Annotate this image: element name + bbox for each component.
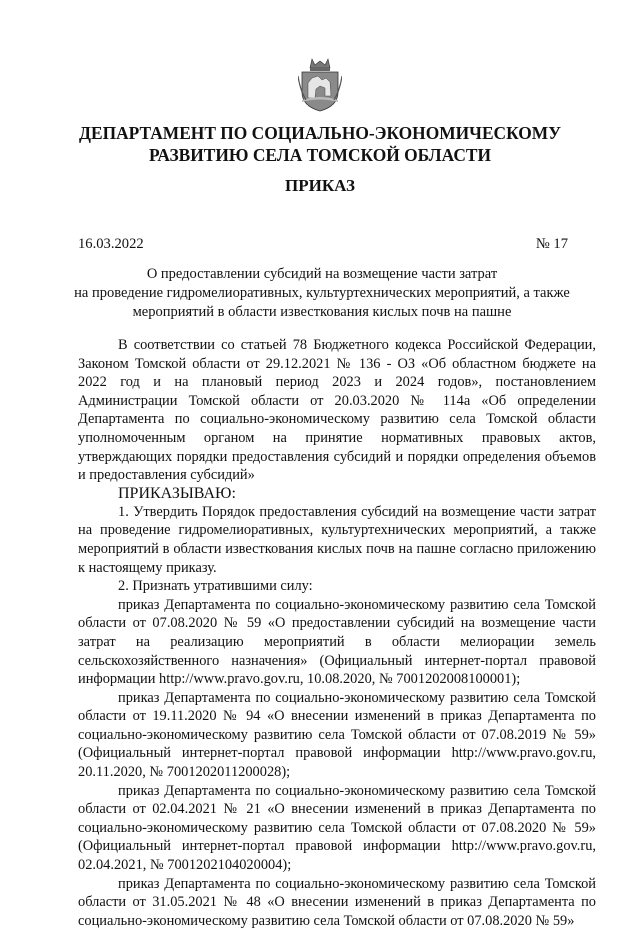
subject-line-1: О предоставлении субсидий на возмещение части затрат xyxy=(146,266,498,282)
subject-line-3: мероприятий в области известкования кислых почв на пашне xyxy=(132,304,512,320)
item-2-paragraph: 2. Признать утратившими силу: xyxy=(118,578,313,595)
repealed-order-4: приказ Департамента по социально-экономическому развитию села Томской области от 31.05.2021 № 48 «О внесении изменений в приказ Департамента по социально-экономическому развитию села Томской области от 07.08.2020 № 59» xyxy=(78,875,596,929)
order-date: 16.03.2022 xyxy=(78,236,144,252)
preamble-paragraph: В соответствии со статьей 78 Бюджетного кодекса Российской Федерации, Законом Томской области от 29.12.2021 № 136 - ОЗ «Об областном бюджете на 2022 год и на плановый период 2023 и 2024 годов», постановлением Администрации Томской области от 20.03.2020 № 114а «Об определении Департамента по социально-экономическому развитию села Томской области уполномоченным органом на принятие нормативных правовых актов, утверждающих порядки предоставления субсидий и порядки определения объемов и предоставления субсидий» xyxy=(78,337,596,484)
department-name xyxy=(40,122,600,166)
repealed-order-1: приказ Департамента по социально-экономическому развитию села Томской области от 07.08.2020 № 59 «О предоставлении субсидий на возмещение части затрат на реализацию мероприятий в области мелиорации земель сельскохозяйственного назначения» (Официальный интернет-портал правовой информации http://www.pravo.gov.ru, 10.08.2020, № 7001202008100001); xyxy=(78,596,596,688)
order-subject xyxy=(60,265,584,322)
repealed-order-3: приказ Департамента по социально-экономическому развитию села Томской области от 02.04.2021 № 21 «О внесении изменений в приказ Департамента по социально-экономическому развитию села Томской области от 07.08.2020 № 59» (Официальный интернет-портал правовой информации http://www.pravo.gov.ru, 02.04.2021, № 7001202104020004); xyxy=(78,782,596,874)
tomsk-coat-of-arms-icon xyxy=(298,56,342,112)
document-type: ПРИКАЗ xyxy=(285,176,355,195)
order-word: ПРИКАЗЫВАЮ: xyxy=(118,484,236,502)
repealed-order-2: приказ Департамента по социально-экономическому развитию села Томской области от 19.11.2020 № 94 «О внесении изменений в приказ Департамента по социально-экономическому развитию села Томской области от 07.08.2019 № 59» (Официальный интернет-портал правовой информации http://www.pravo.gov.ru, 20.11.2020, № 7001202011200028); xyxy=(78,689,596,781)
item-1-paragraph: 1. Утвердить Порядок предоставления субсидий на возмещение части затрат на проведение гидромелиоративных, культуртехнических мероприятий, а также мероприятий в области известкования кислых почв на пашне согласно приложению к настоящему приказу. xyxy=(78,503,596,576)
department-line-2: РАЗВИТИЮ СЕЛА ТОМСКОЙ ОБЛАСТИ xyxy=(148,145,492,165)
department-line-1: ДЕПАРТАМЕНТ ПО СОЦИАЛЬНО-ЭКОНОМИЧЕСКОМУ xyxy=(79,123,561,143)
order-body xyxy=(78,336,596,930)
order-number: № 17 xyxy=(535,236,568,252)
subject-line-2: на проведение гидромелиоративных, культуртехнических мероприятий, а также xyxy=(74,285,570,301)
